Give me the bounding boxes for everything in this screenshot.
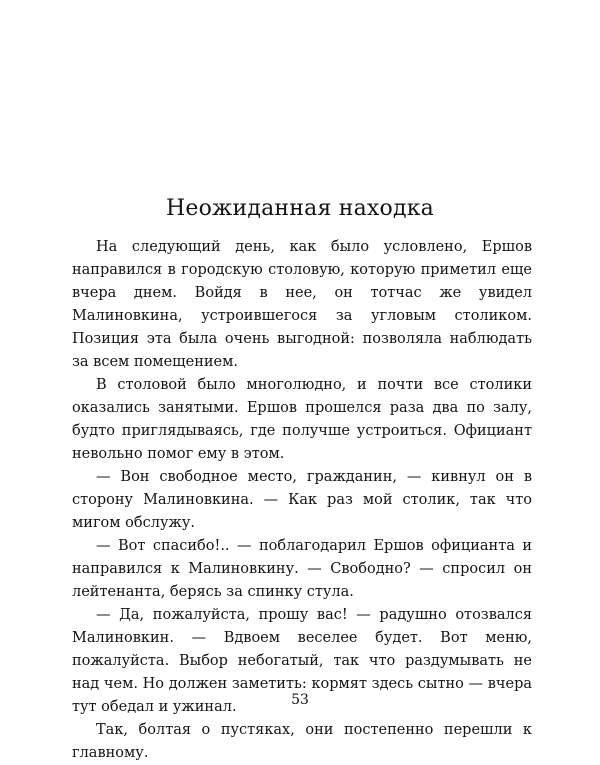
paragraph: В столовой было многолюдно, и почти все столики оказались занятыми. Ершов прошелся раза два по залу, будто приглядываясь, где получше устроиться. Официант невольно помог ему в этом. <box>72 377 532 462</box>
page-number: 53 <box>291 692 309 708</box>
chapter-title: Неожиданная находка <box>166 196 434 221</box>
paragraph: Так, болтая о пустяках, они постепенно перешли к главному. <box>72 722 532 761</box>
chapter-body <box>72 236 532 765</box>
paragraph: На следующий день, как было условлено, Ершов направился в городскую столовую, которую приметил еще вчера днем. Войдя в нее, он тотчас же увидел Малиновкина, устроившегося за угловым столиком. Позиция эта была очень выгодной: позволяла наблюдать за всем помещением. <box>72 239 532 370</box>
paragraph: — Вон свободное место, гражданин, — кивнул он в сторону Малиновкина. — Как раз мой столик, так что мигом обслужу. <box>72 469 532 531</box>
paragraph: — Да, пожалуйста, прошу вас! — радушно отозвался Малиновкин. — Вдвоем веселее будет. Вот меню, пожалуйста. Выбор небогатый, так что раздумывать не над чем. Но должен заметить: кормят здесь сытно — вчера тут обедал и ужинал. <box>72 607 532 715</box>
paragraph: — Вот спасибо!.. — поблагодарил Ершов официанта и направился к Малиновкину. — Свободно? — спросил он лейтенанта, берясь за спинку стула. <box>72 538 532 600</box>
